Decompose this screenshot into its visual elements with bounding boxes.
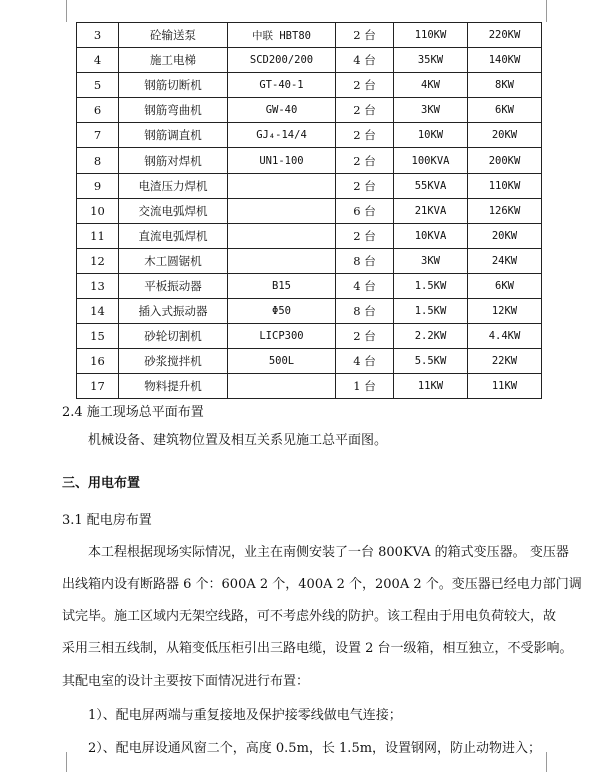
cell-model [228,173,336,198]
cell-no: 12 [77,248,119,273]
cell-power: 4KW [394,73,468,98]
cell-total: 126KW [468,198,542,223]
cell-name: 钢筋对焊机 [119,148,228,173]
cell-qty: 2 台 [336,223,394,248]
cell-no: 15 [77,324,119,349]
page-margin-mark [66,752,67,772]
cell-name: 砂浆搅拌机 [119,349,228,374]
cell-name: 平板振动器 [119,273,228,298]
cell-qty: 8 台 [336,299,394,324]
paragraph-line: 其配电室的设计主要按下面情况进行布置： [62,674,310,689]
cell-total: 4.4KW [468,324,542,349]
cell-model: GJ₄-14/4 [228,123,336,148]
cell-power: 35KW [394,48,468,73]
paragraph-line: 出线箱内设有断路器 6 个：600A 2 个，400A 2 个，200A 2 个。变压器已经电力部门调 [62,577,582,592]
cell-name: 物料提升机 [119,374,228,399]
list-item: 2）、配电屏设通风窗二个，高度 0.5m，长 1.5m，设置钢网，防止动物进入； [88,741,542,756]
cell-total: 140KW [468,48,542,73]
table-row [77,273,542,298]
cell-model: LICP300 [228,324,336,349]
table-row [77,198,542,223]
cell-name: 钢筋调直机 [119,123,228,148]
section-2-4-text: 机械设备、建筑物位置及相互关系见施工总平面图。 [88,433,388,448]
table-row [77,73,542,98]
cell-qty: 2 台 [336,23,394,48]
cell-model: 中联 HBT80 [228,23,336,48]
cell-total: 8KW [468,73,542,98]
cell-qty: 2 台 [336,148,394,173]
cell-name: 施工电梯 [119,48,228,73]
cell-model: GW-40 [228,98,336,123]
cell-power: 55KVA [394,173,468,198]
cell-total: 6KW [468,98,542,123]
cell-name: 直流电弧焊机 [119,223,228,248]
table-row [77,299,542,324]
cell-name: 木工圆锯机 [119,248,228,273]
cell-no: 9 [77,173,119,198]
cell-power: 1.5KW [394,273,468,298]
cell-power: 110KW [394,23,468,48]
cell-no: 17 [77,374,119,399]
cell-power: 11KW [394,374,468,399]
table-row [77,123,542,148]
cell-power: 3KW [394,248,468,273]
table-row [77,324,542,349]
cell-qty: 4 台 [336,48,394,73]
cell-model [228,248,336,273]
page-margin-mark [66,0,67,22]
cell-qty: 2 台 [336,98,394,123]
cell-power: 100KVA [394,148,468,173]
cell-name: 交流电弧焊机 [119,198,228,223]
cell-name: 插入式振动器 [119,299,228,324]
cell-no: 11 [77,223,119,248]
cell-total: 110KW [468,173,542,198]
table-row [77,148,542,173]
page-margin-mark [546,752,547,772]
cell-model: B15 [228,273,336,298]
cell-total: 12KW [468,299,542,324]
cell-no: 14 [77,299,119,324]
cell-name: 钢筋弯曲机 [119,98,228,123]
equipment-table [76,22,542,399]
table-row [77,248,542,273]
cell-qty: 2 台 [336,173,394,198]
cell-total: 6KW [468,273,542,298]
section-heading-3-1: 3.1 配电房布置 [62,513,152,528]
cell-name: 砂轮切割机 [119,324,228,349]
cell-power: 10KVA [394,223,468,248]
cell-power: 2.2KW [394,324,468,349]
cell-no: 4 [77,48,119,73]
cell-no: 5 [77,73,119,98]
cell-model: SCD200/200 [228,48,336,73]
table-row [77,374,542,399]
cell-total: 24KW [468,248,542,273]
cell-power: 1.5KW [394,299,468,324]
table-row [77,98,542,123]
cell-total: 20KW [468,123,542,148]
section-heading-3: 三、用电布置 [62,476,141,491]
cell-qty: 4 台 [336,349,394,374]
cell-no: 16 [77,349,119,374]
cell-no: 13 [77,273,119,298]
list-item: 1）、配电屏两端与重复接地及保护接零线做电气连接； [88,708,402,723]
cell-total: 20KW [468,223,542,248]
table-row [77,349,542,374]
cell-name: 电渣压力焊机 [119,173,228,198]
cell-qty: 4 台 [336,273,394,298]
cell-model: Φ50 [228,299,336,324]
cell-power: 5.5KW [394,349,468,374]
cell-qty: 1 台 [336,374,394,399]
table-row [77,173,542,198]
cell-no: 10 [77,198,119,223]
cell-model: UN1-100 [228,148,336,173]
paragraph-line: 试完毕。施工区域内无架空线路，可不考虑外线的防护。该工程由于用电负荷较大，故 [62,609,557,624]
cell-model [228,374,336,399]
table-row [77,23,542,48]
cell-total: 200KW [468,148,542,173]
cell-model: GT-40-1 [228,73,336,98]
cell-total: 11KW [468,374,542,399]
cell-power: 21KVA [394,198,468,223]
paragraph-line: 本工程根据现场实际情况，业主在南侧安装了一台 800KVA 的箱式变压器。 变压器 [62,545,569,560]
cell-power: 3KW [394,98,468,123]
cell-no: 8 [77,148,119,173]
section-heading-2-4: 2.4 施工现场总平面布置 [62,405,204,420]
cell-model: 500L [228,349,336,374]
cell-total: 220KW [468,23,542,48]
cell-qty: 2 台 [336,73,394,98]
cell-qty: 6 台 [336,198,394,223]
cell-total: 22KW [468,349,542,374]
page-margin-mark [546,0,547,22]
cell-qty: 8 台 [336,248,394,273]
cell-no: 3 [77,23,119,48]
cell-model [228,198,336,223]
cell-qty: 2 台 [336,324,394,349]
cell-power: 10KW [394,123,468,148]
paragraph-line: 采用三相五线制，从箱变低压柜引出三路电缆，设置 2 台一级箱，相互独立，不受影响。 [62,641,573,656]
cell-no: 6 [77,98,119,123]
cell-model [228,223,336,248]
table-row [77,223,542,248]
cell-qty: 2 台 [336,123,394,148]
cell-name: 砼输送泵 [119,23,228,48]
table-row [77,48,542,73]
cell-no: 7 [77,123,119,148]
cell-name: 钢筋切断机 [119,73,228,98]
